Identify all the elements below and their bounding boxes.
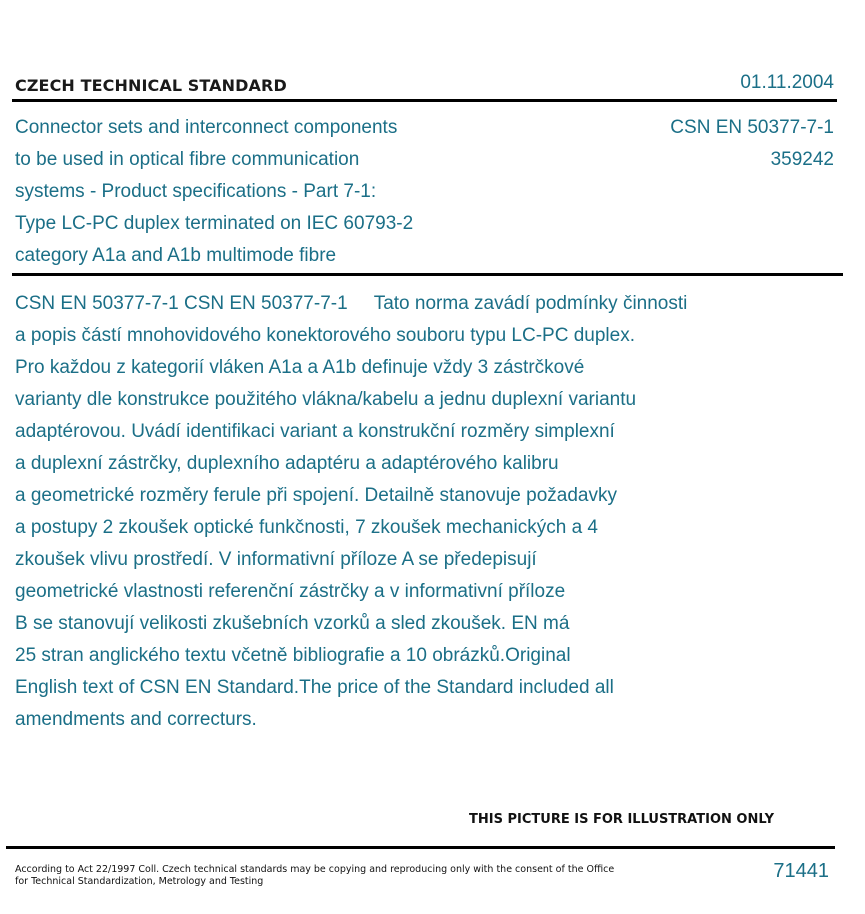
title-divider [12, 273, 843, 276]
catalog-number: 359242 [770, 149, 834, 170]
abstract-line-12: 25 stran anglického textu včetně bibliografie a 10 obrázků.Original [15, 645, 571, 666]
abstract-line-9: zkoušek vlivu prostředí. V informativní příloze A se předepisují [15, 549, 537, 570]
title-line-3: systems - Product specifications - Part 7-1: [15, 181, 377, 202]
abstract-line-6: a duplexní zástrčky, duplexního adaptéru a adaptérového kalibru [15, 453, 559, 474]
publication-date: 01.11.2004 [740, 72, 834, 93]
title-line-2: to be used in optical fibre communication [15, 149, 360, 170]
abstract-line-2: a popis částí mnohovidového konektorového souboru typu LC-PC duplex. [15, 325, 635, 346]
abstract-line-3: Pro každou z kategorií vláken A1a a A1b definuje vždy 3 zástrčkové [15, 357, 585, 378]
abstract-line-5: adaptérovou. Uvádí identifikaci variant a konstrukční rozměry simplexní [15, 421, 615, 442]
standard-code: CSN EN 50377-7-1 [670, 117, 834, 138]
header-divider [12, 99, 837, 102]
abstract-line-4: varianty dle konstrukce použitého vlákna/kabelu a jednu duplexní variantu [15, 389, 637, 410]
abstract-line-7: a geometrické rozměry ferule při spojení. Detailně stanovuje požadavky [15, 485, 617, 506]
illustration-note: THIS PICTURE IS FOR ILLUSTRATION ONLY [469, 812, 774, 827]
abstract-line-8: a postupy 2 zkoušek optické funkčnosti, 7 zkoušek mechanických a 4 [15, 517, 598, 538]
legal-line-1: According to Act 22/1997 Coll. Czech technical standards may be copying and reproducing only with the consent of the Office [15, 864, 615, 875]
page-number: 71441 [773, 860, 829, 882]
legal-notice [15, 864, 614, 888]
title-line-1: Connector sets and interconnect components [15, 117, 398, 138]
abstract-text [15, 288, 805, 736]
footer-divider [6, 846, 835, 849]
legal-line-2: for Technical Standardization, Metrology and Testing [15, 876, 264, 887]
title-line-5: category A1a and A1b multimode fibre [15, 245, 337, 266]
abstract-line-14: amendments and correcturs. [15, 709, 257, 730]
title-line-4: Type LC-PC duplex terminated on IEC 60793-2 [15, 213, 414, 234]
abstract-line-11: B se stanovují velikosti zkušebních vzorků a sled zkoušek. EN má [15, 613, 570, 634]
abstract-line-13: English text of CSN EN Standard.The price of the Standard included all [15, 677, 614, 698]
abstract-line-1: CSN EN 50377-7-1 CSN EN 50377-7-1 Tato norma zavádí podmínky činnosti [15, 293, 688, 314]
standard-type-heading: CZECH TECHNICAL STANDARD [15, 76, 287, 95]
abstract-line-10: geometrické vlastnosti referenční zástrčky a v informativní příloze [15, 581, 566, 602]
